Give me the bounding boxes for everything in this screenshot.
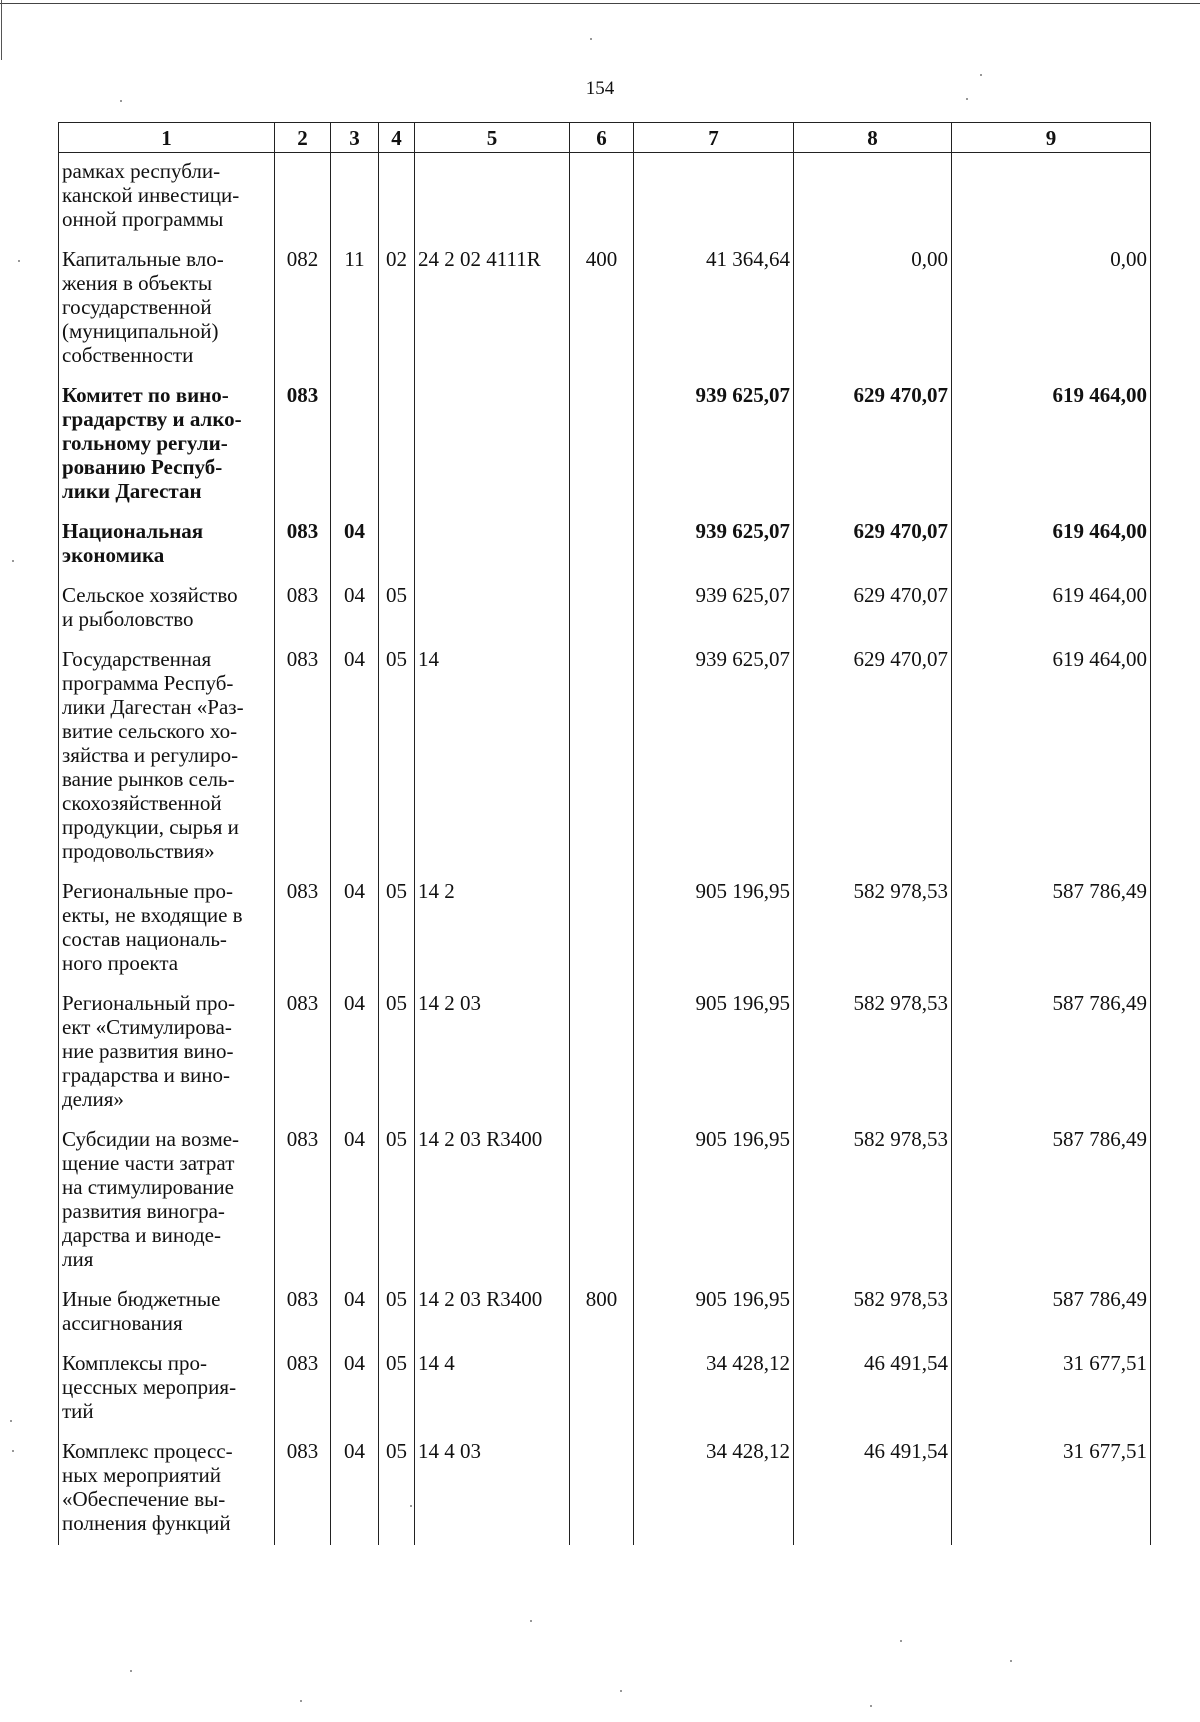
row-name-cell: Капитальные вло- жения в объекты государственной (муниципальной) собственности <box>59 247 275 383</box>
table-row <box>59 1439 1151 1545</box>
row-col2-cell: 083 <box>275 991 331 1127</box>
scan-speck <box>900 1640 902 1642</box>
top-border-line <box>0 3 1200 4</box>
row-col4-cell: 05 <box>379 1127 415 1287</box>
row-col9-cell: 619 464,00 <box>952 647 1151 879</box>
row-col3-cell: 04 <box>331 1351 379 1439</box>
table-row <box>59 153 1151 248</box>
row-col7-cell: 905 196,95 <box>634 879 794 991</box>
row-col9-cell: 619 464,00 <box>952 519 1151 583</box>
scan-edge-mark <box>1 0 2 60</box>
budget-table <box>58 122 1151 1545</box>
row-name-cell: Региональный про- ект «Стимулирова- ние развития вино- градарства и вино- делия» <box>59 991 275 1127</box>
row-col2-cell: 083 <box>275 1127 331 1287</box>
header-col-2: 2 <box>275 123 331 153</box>
row-col7-cell: 905 196,95 <box>634 1287 794 1351</box>
row-col5-cell: 14 4 <box>415 1351 570 1439</box>
scan-speck <box>530 1620 532 1622</box>
table-row <box>59 247 1151 383</box>
row-name-cell: Региональные про- екты, не входящие в состав националь- ного проекта <box>59 879 275 991</box>
row-col5-cell <box>415 153 570 248</box>
scan-speck <box>980 74 982 76</box>
row-col5-cell: 14 2 03 R3400 <box>415 1127 570 1287</box>
header-row <box>59 123 1151 153</box>
row-col6-cell <box>570 583 634 647</box>
row-col3-cell: 04 <box>331 583 379 647</box>
header-col-5: 5 <box>415 123 570 153</box>
row-col8-cell: 46 491,54 <box>794 1351 952 1439</box>
table-row <box>59 383 1151 519</box>
row-col4-cell: 05 <box>379 991 415 1127</box>
row-col3-cell: 04 <box>331 1439 379 1545</box>
row-col8-cell: 46 491,54 <box>794 1439 952 1545</box>
row-col5-cell: 14 2 03 R3400 <box>415 1287 570 1351</box>
table-row <box>59 1351 1151 1439</box>
row-col3-cell: 04 <box>331 519 379 583</box>
row-col6-cell <box>570 519 634 583</box>
row-col7-cell: 939 625,07 <box>634 383 794 519</box>
scan-speck <box>620 1690 622 1692</box>
row-col9-cell: 619 464,00 <box>952 383 1151 519</box>
row-col6-cell: 800 <box>570 1287 634 1351</box>
row-col2-cell: 083 <box>275 519 331 583</box>
row-col4-cell <box>379 153 415 248</box>
table-row <box>59 519 1151 583</box>
row-col6-cell <box>570 879 634 991</box>
row-col7-cell: 939 625,07 <box>634 519 794 583</box>
row-col9-cell: 0,00 <box>952 247 1151 383</box>
row-col4-cell <box>379 383 415 519</box>
scan-speck <box>300 1700 302 1702</box>
scan-speck <box>870 1705 872 1707</box>
row-col7-cell: 34 428,12 <box>634 1439 794 1545</box>
row-col9-cell: 587 786,49 <box>952 1127 1151 1287</box>
row-col9-cell: 31 677,51 <box>952 1439 1151 1545</box>
header-col-9: 9 <box>952 123 1151 153</box>
scan-speck <box>130 1670 132 1672</box>
row-col7-cell: 34 428,12 <box>634 1351 794 1439</box>
row-col4-cell: 02 <box>379 247 415 383</box>
row-name-cell: Комплекс процесс- ных мероприятий «Обеспечение вы- полнения функций <box>59 1439 275 1545</box>
row-col4-cell: 05 <box>379 879 415 991</box>
table-row <box>59 1287 1151 1351</box>
row-col4-cell: 05 <box>379 1287 415 1351</box>
row-col9-cell <box>952 153 1151 248</box>
scan-speck <box>120 100 122 102</box>
row-col5-cell: 14 4 03 <box>415 1439 570 1545</box>
row-col3-cell <box>331 153 379 248</box>
row-col5-cell: 14 2 03 <box>415 991 570 1127</box>
row-col6-cell: 400 <box>570 247 634 383</box>
row-col6-cell <box>570 383 634 519</box>
row-col3-cell: 04 <box>331 1287 379 1351</box>
header-col-1: 1 <box>59 123 275 153</box>
table-row <box>59 583 1151 647</box>
row-col2-cell: 082 <box>275 247 331 383</box>
row-col6-cell <box>570 1351 634 1439</box>
scan-speck <box>966 98 968 100</box>
row-col4-cell <box>379 519 415 583</box>
table-row <box>59 991 1151 1127</box>
row-col6-cell <box>570 153 634 248</box>
row-col9-cell: 587 786,49 <box>952 1287 1151 1351</box>
row-col9-cell: 587 786,49 <box>952 879 1151 991</box>
row-col8-cell: 629 470,07 <box>794 647 952 879</box>
row-col5-cell: 24 2 02 4111R <box>415 247 570 383</box>
row-col8-cell: 629 470,07 <box>794 383 952 519</box>
row-col3-cell: 04 <box>331 1127 379 1287</box>
row-name-cell: Национальная экономика <box>59 519 275 583</box>
header-col-6: 6 <box>570 123 634 153</box>
scan-speck <box>10 1420 12 1422</box>
row-col5-cell <box>415 519 570 583</box>
row-col5-cell: 14 <box>415 647 570 879</box>
table-body <box>59 153 1151 1546</box>
row-col8-cell: 0,00 <box>794 247 952 383</box>
row-col2-cell: 083 <box>275 383 331 519</box>
scan-speck <box>590 38 592 40</box>
header-col-3: 3 <box>331 123 379 153</box>
row-name-cell: Комплексы про- цессных мероприя- тий <box>59 1351 275 1439</box>
row-col2-cell <box>275 153 331 248</box>
header-col-4: 4 <box>379 123 415 153</box>
row-col2-cell: 083 <box>275 583 331 647</box>
row-col2-cell: 083 <box>275 647 331 879</box>
row-col8-cell: 629 470,07 <box>794 583 952 647</box>
row-col9-cell: 31 677,51 <box>952 1351 1151 1439</box>
row-col6-cell <box>570 647 634 879</box>
row-col7-cell: 939 625,07 <box>634 647 794 879</box>
row-col5-cell <box>415 583 570 647</box>
row-col4-cell: 05 <box>379 1439 415 1545</box>
row-name-cell: Комитет по вино- градарству и алко- гольному регули- рованию Респуб- лики Дагестан <box>59 383 275 519</box>
row-col8-cell <box>794 153 952 248</box>
header-col-8: 8 <box>794 123 952 153</box>
row-col9-cell: 619 464,00 <box>952 583 1151 647</box>
row-col8-cell: 582 978,53 <box>794 1127 952 1287</box>
row-name-cell: Иные бюджетные ассигнования <box>59 1287 275 1351</box>
row-col7-cell: 905 196,95 <box>634 991 794 1127</box>
row-name-cell: Государственная программа Респуб- лики Дагестан «Раз- витие сельского хо- зяйства и регулиро- вание рынков сель- скохозяйственной продукции, сырья и продовольствия» <box>59 647 275 879</box>
row-col5-cell <box>415 383 570 519</box>
row-col8-cell: 582 978,53 <box>794 1287 952 1351</box>
row-col7-cell: 41 364,64 <box>634 247 794 383</box>
table-row <box>59 647 1151 879</box>
row-col4-cell: 05 <box>379 647 415 879</box>
row-name-cell: рамках республи- канской инвестици- онной программы <box>59 153 275 248</box>
scan-speck <box>1010 1660 1012 1662</box>
row-col4-cell: 05 <box>379 583 415 647</box>
row-col9-cell: 587 786,49 <box>952 991 1151 1127</box>
table-row <box>59 1127 1151 1287</box>
row-col3-cell: 04 <box>331 879 379 991</box>
row-col2-cell: 083 <box>275 879 331 991</box>
scan-speck <box>18 260 20 262</box>
row-col3-cell: 04 <box>331 991 379 1127</box>
scan-speck <box>12 1450 14 1452</box>
table-row <box>59 879 1151 991</box>
row-col3-cell <box>331 383 379 519</box>
header-col-7: 7 <box>634 123 794 153</box>
row-col2-cell: 083 <box>275 1287 331 1351</box>
row-col3-cell: 11 <box>331 247 379 383</box>
row-col8-cell: 582 978,53 <box>794 991 952 1127</box>
row-col6-cell <box>570 1127 634 1287</box>
row-col7-cell: 939 625,07 <box>634 583 794 647</box>
row-col6-cell <box>570 991 634 1127</box>
row-col4-cell: 05 <box>379 1351 415 1439</box>
row-col7-cell: 905 196,95 <box>634 1127 794 1287</box>
row-col5-cell: 14 2 <box>415 879 570 991</box>
scan-speck <box>410 1505 412 1507</box>
row-col2-cell: 083 <box>275 1439 331 1545</box>
row-name-cell: Сельское хозяйство и рыболовство <box>59 583 275 647</box>
row-col7-cell <box>634 153 794 248</box>
row-col8-cell: 629 470,07 <box>794 519 952 583</box>
page-number: 154 <box>585 78 615 99</box>
row-col8-cell: 582 978,53 <box>794 879 952 991</box>
row-col2-cell: 083 <box>275 1351 331 1439</box>
row-col6-cell <box>570 1439 634 1545</box>
row-col3-cell: 04 <box>331 647 379 879</box>
row-name-cell: Субсидии на возме- щение части затрат на стимулирование развития виногра- дарства и виноде- лия <box>59 1127 275 1287</box>
scan-speck <box>12 560 14 562</box>
